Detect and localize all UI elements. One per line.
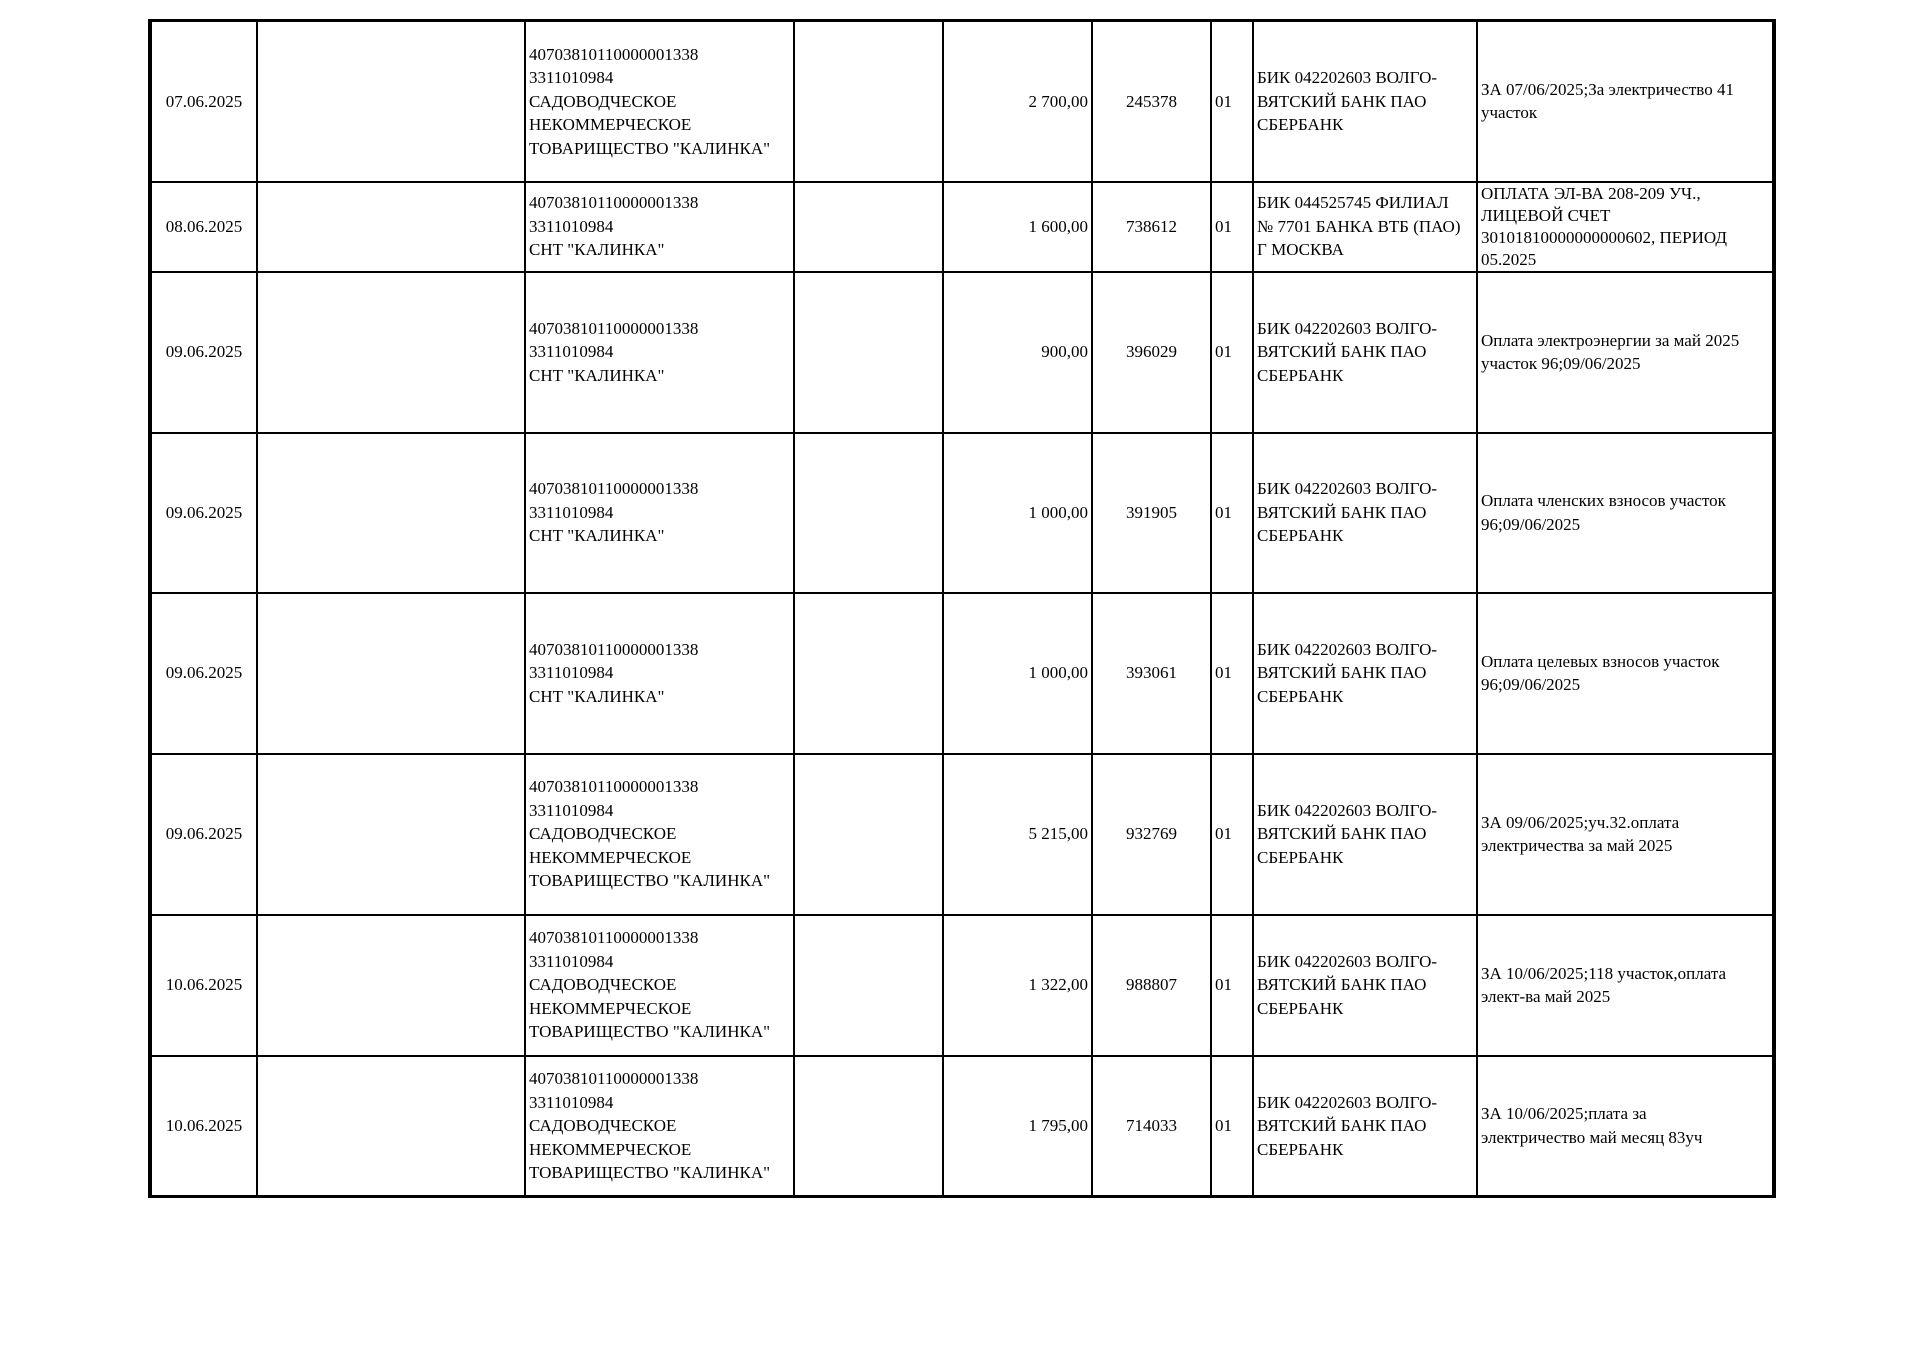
purpose-line: 96;09/06/2025 (1481, 514, 1581, 534)
purpose-line: ЗА 10/06/2025;плата за (1481, 1104, 1647, 1124)
purpose-line: участок (1481, 103, 1538, 123)
empty-cell (257, 593, 525, 754)
document-number: 396029 (1092, 272, 1211, 433)
empty-cell (794, 272, 943, 433)
table-row (150, 754, 1774, 915)
empty-cell (257, 915, 525, 1056)
document-number: 932769 (1092, 754, 1211, 915)
purpose-line: электричества за май 2025 (1481, 836, 1673, 855)
inn: 3311010984 (529, 800, 614, 820)
amount: 2 700,00 (943, 21, 1092, 182)
document-number: 393061 (1092, 593, 1211, 754)
purpose-line: участок 96;09/06/2025 (1481, 354, 1641, 373)
bank-line: ВЯТСКИЙ БАНК ПАО (1257, 824, 1427, 844)
operation-code: 01 (1211, 182, 1253, 272)
amount: 1 600,00 (943, 182, 1092, 272)
operation-date: 08.06.2025 (150, 182, 257, 272)
account-number: 40703810110000001338 (529, 193, 699, 213)
account-number: 40703810110000001338 (529, 1069, 699, 1088)
payer-bank (1253, 433, 1477, 593)
amount: 1 795,00 (943, 1056, 1092, 1197)
payment-purpose (1477, 272, 1774, 433)
table-row (150, 272, 1774, 433)
empty-cell (257, 754, 525, 915)
bank-line: СБЕРБАНК (1257, 115, 1344, 134)
payee-name-line: ТОВАРИЩЕСТВО "КАЛИНКА" (529, 1022, 771, 1042)
empty-cell (794, 182, 943, 272)
bank-line: СБЕРБАНК (1257, 847, 1344, 867)
payment-purpose (1477, 593, 1774, 754)
empty-cell (257, 1056, 525, 1197)
bank-line: СБЕРБАНК (1257, 998, 1344, 1018)
operation-code: 01 (1211, 1056, 1253, 1197)
empty-cell (794, 21, 943, 182)
account-number: 40703810110000001338 (529, 318, 699, 338)
bank-line: БИК 042202603 ВОЛГО- (1257, 318, 1438, 338)
operation-date: 10.06.2025 (150, 1056, 257, 1197)
payee-account (525, 21, 794, 182)
payer-bank (1253, 182, 1477, 272)
purpose-line: ЗА 07/06/2025;За электричество 41 (1481, 79, 1734, 99)
bank-line: № 7701 БАНКА ВТБ (ПАО) (1257, 216, 1461, 236)
document-number: 988807 (1092, 915, 1211, 1056)
empty-cell (257, 433, 525, 593)
purpose-line: Оплата членских взносов участок (1481, 491, 1726, 510)
operation-code: 01 (1211, 272, 1253, 433)
payment-purpose (1477, 1056, 1774, 1197)
empty-cell (794, 1056, 943, 1197)
empty-cell (794, 433, 943, 593)
payment-purpose (1477, 182, 1774, 272)
account-number: 40703810110000001338 (529, 639, 699, 659)
operation-code: 01 (1211, 754, 1253, 915)
purpose-line: ОПЛАТА ЭЛ-ВА 208-209 УЧ., (1481, 183, 1701, 203)
bank-line: БИК 044525745 ФИЛИАЛ (1257, 193, 1449, 213)
payment-purpose (1477, 433, 1774, 593)
operation-date: 09.06.2025 (150, 754, 257, 915)
inn: 3311010984 (529, 342, 614, 362)
document-number: 738612 (1092, 182, 1211, 272)
payer-bank (1253, 754, 1477, 915)
empty-cell (257, 21, 525, 182)
payee-name-line: НЕКОММЕРЧЕСКОЕ (529, 998, 692, 1018)
bank-line: ВЯТСКИЙ БАНК ПАО (1257, 663, 1427, 683)
operation-code: 01 (1211, 433, 1253, 593)
amount: 1 322,00 (943, 915, 1092, 1056)
operation-date: 10.06.2025 (150, 915, 257, 1056)
bank-line: БИК 042202603 ВОЛГО- (1257, 639, 1438, 659)
purpose-line: элект-ва май 2025 (1481, 987, 1611, 1006)
bank-line: СБЕРБАНК (1257, 365, 1344, 385)
inn: 3311010984 (529, 502, 614, 522)
purpose-line: ЛИЦЕВОЙ СЧЕТ (1481, 205, 1611, 225)
operation-code: 01 (1211, 915, 1253, 1056)
amount: 900,00 (943, 272, 1092, 433)
operation-date: 07.06.2025 (150, 21, 257, 182)
inn: 3311010984 (529, 951, 614, 971)
payment-purpose (1477, 21, 1774, 182)
table-row (150, 433, 1774, 593)
bank-line: СБЕРБАНК (1257, 1139, 1344, 1159)
purpose-line: 96;09/06/2025 (1481, 675, 1581, 694)
inn: 3311010984 (529, 216, 614, 236)
payee-name-line: СНТ "КАЛИНКА" (529, 526, 665, 546)
payee-account (525, 433, 794, 593)
payee-name-line: САДОВОДЧЕСКОЕ (529, 824, 677, 844)
payee-name-line: САДОВОДЧЕСКОЕ (529, 91, 677, 111)
operation-code: 01 (1211, 593, 1253, 754)
amount: 5 215,00 (943, 754, 1092, 915)
purpose-line: Оплата электроэнергии за май 2025 (1481, 330, 1740, 350)
payee-name-line: СНТ "КАЛИНКА" (529, 365, 665, 385)
payer-bank (1253, 1056, 1477, 1197)
payee-name-line: ТОВАРИЩЕСТВО "КАЛИНКА" (529, 1163, 771, 1182)
empty-cell (794, 593, 943, 754)
payment-purpose (1477, 915, 1774, 1056)
payer-bank (1253, 21, 1477, 182)
payee-name-line: САДОВОДЧЕСКОЕ (529, 1116, 677, 1135)
inn: 3311010984 (529, 1092, 614, 1112)
payee-name-line: САДОВОДЧЕСКОЕ (529, 975, 677, 995)
bank-line: СБЕРБАНК (1257, 686, 1344, 706)
document-number: 245378 (1092, 21, 1211, 182)
purpose-line: ЗА 09/06/2025;уч.32.оплата (1481, 812, 1680, 832)
purpose-line: электричество май месяц 83уч (1481, 1127, 1703, 1147)
payee-name-line: НЕКОММЕРЧЕСКОЕ (529, 1139, 692, 1159)
amount: 1 000,00 (943, 433, 1092, 593)
payer-bank (1253, 593, 1477, 754)
bank-line: СБЕРБАНК (1257, 526, 1344, 546)
operation-date: 09.06.2025 (150, 272, 257, 433)
payee-account (525, 182, 794, 272)
operation-code: 01 (1211, 21, 1253, 182)
document-number: 714033 (1092, 1056, 1211, 1197)
table-row (150, 21, 1774, 182)
operation-date: 09.06.2025 (150, 593, 257, 754)
bank-line: ВЯТСКИЙ БАНК ПАО (1257, 502, 1427, 522)
table-body (150, 21, 1774, 1197)
payee-name-line: НЕКОММЕРЧЕСКОЕ (529, 115, 692, 134)
bank-line: БИК 042202603 ВОЛГО- (1257, 800, 1438, 820)
payment-purpose (1477, 754, 1774, 915)
operation-date: 09.06.2025 (150, 433, 257, 593)
purpose-line: 05.2025 (1481, 249, 1537, 269)
account-number: 40703810110000001338 (529, 44, 699, 64)
inn: 3311010984 (529, 68, 614, 87)
inn: 3311010984 (529, 663, 614, 683)
empty-cell (257, 182, 525, 272)
amount: 1 000,00 (943, 593, 1092, 754)
payer-bank (1253, 915, 1477, 1056)
account-number: 40703810110000001338 (529, 777, 699, 797)
bank-line: БИК 042202603 ВОЛГО- (1257, 1092, 1438, 1112)
payee-name-line: ТОВАРИЩЕСТВО "КАЛИНКА" (529, 871, 771, 891)
account-number: 40703810110000001338 (529, 928, 699, 948)
payee-name-line: НЕКОММЕРЧЕСКОЕ (529, 847, 692, 867)
account-number: 40703810110000001338 (529, 479, 699, 499)
payee-name-line: СНТ "КАЛИНКА" (529, 240, 665, 260)
table-row (150, 1056, 1774, 1197)
empty-cell (257, 272, 525, 433)
bank-statement-table (148, 19, 1776, 1198)
bank-line: БИК 042202603 ВОЛГО- (1257, 479, 1438, 499)
table-row (150, 915, 1774, 1056)
empty-cell (794, 915, 943, 1056)
purpose-line: ЗА 10/06/2025;118 участок,оплата (1481, 963, 1727, 983)
payee-account (525, 915, 794, 1056)
table-row (150, 593, 1774, 754)
bank-line: БИК 042202603 ВОЛГО- (1257, 951, 1438, 971)
payee-account (525, 593, 794, 754)
payer-bank (1253, 272, 1477, 433)
purpose-line: Оплата целевых взносов участок (1481, 651, 1720, 671)
bank-line: БИК 042202603 ВОЛГО- (1257, 68, 1438, 87)
bank-line: Г МОСКВА (1257, 240, 1344, 260)
bank-line: ВЯТСКИЙ БАНК ПАО (1257, 342, 1427, 362)
bank-line: ВЯТСКИЙ БАНК ПАО (1257, 975, 1427, 995)
bank-line: ВЯТСКИЙ БАНК ПАО (1257, 91, 1427, 111)
payee-name-line: ТОВАРИЩЕСТВО "КАЛИНКА" (529, 138, 771, 158)
purpose-line: 30101810000000000602, ПЕРИОД (1481, 227, 1727, 247)
empty-cell (794, 754, 943, 915)
payee-name-line: СНТ "КАЛИНКА" (529, 686, 665, 706)
payee-account (525, 1056, 794, 1197)
document-number: 391905 (1092, 433, 1211, 593)
payee-account (525, 272, 794, 433)
bank-line: ВЯТСКИЙ БАНК ПАО (1257, 1116, 1427, 1135)
table-row (150, 182, 1774, 272)
payee-account (525, 754, 794, 915)
